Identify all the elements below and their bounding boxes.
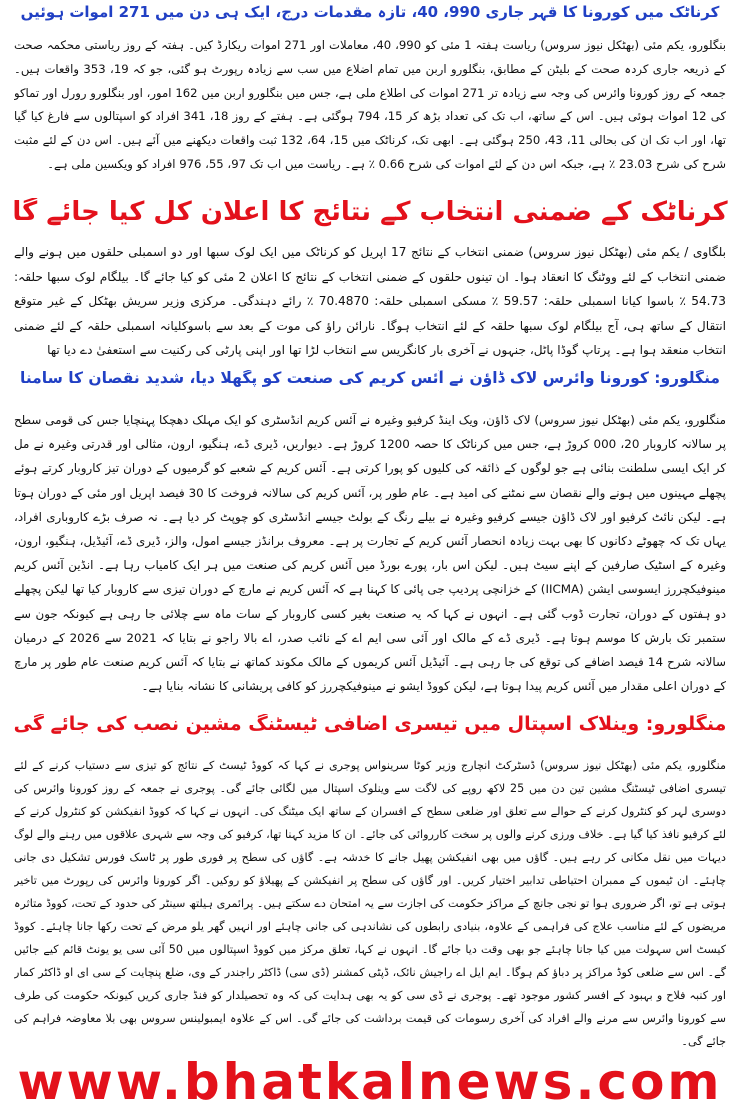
article-1-body: بنگلورو، یکم مئی (بھٹکل نیوز سروس) ریاست ہفتہ 1 مئی کو 990، 40، معاملات اور 271 اموات ریکارڈ کیں۔ ہفتہ کے روز ریاستی محکمہ صحت کے ذریعہ جاری کردہ صحت کے بلیٹن کے مطابق، بنگلورو اربن میں تمام اضلاع میں سب سے زیادہ رپورٹ ہو گئی، جو کہ 19، 353 واقعات ہیں۔ جمعہ کے روز کورونا وائرس کی وجہ سے زیادہ تر 271 اموات کی اطلاع ملی ہے، جس میں بنگلورو اربن میں 162 امور، اور بنگلورو رورل اور تماکو کی 12 اموات ہوئی ہیں۔ اس کے ساتھ، اب تک کی تعداد بڑھ کر 15، 794 ہوگئی ہے۔ ہفتے کے روز 18، 341 افراد کو اسپتالوں سے فارغ کیا گیا تھا، اور اب تک ان کی بحالی 11، 43، 250 ہوگئی ہے۔ ابھی تک، کرناٹک میں 15، 64، 132 ثبت واقعات دیکھنے میں آئے ہیں۔ اس دن کے لئے مثبت شرح کی شرح 23.03 ٪ ہے، جبکہ اس دن کے لئے اموات کی شرح 0.66 ٪ ہے۔ ریاست میں اب تک 97، 55، 976 افراد کو ویکسین ملی ہے۔ [14,38,726,171]
article-4-headline: منگلورو: وینلاک اسپتال میں تیسری اضافی ٹیسٹنگ مشین نصب کی جائے گی [13,714,727,735]
website-footer: www.bhatkalnews.com [17,1053,723,1111]
article-1-headline: کرناٹک میں کورونا کا قہر جاری 990، 40، تازہ مقدمات درج، ایک ہی دن میں 271 اموات ہوئیں [20,4,720,21]
article-2-headline: کرناٹک کے ضمنی انتخاب کے نتائج کا اعلان کل کیا جائے گا [12,198,728,227]
article-4-body: منگلورو، یکم مئی (بھٹکل نیوز سروس) ڈسٹرکٹ انچارج وزیر کوٹا سرینواس پوجری نے کہا کہ کووڈ ٹیسٹ کے نتائج کو تیزی سے دستیاب کرنے کے لئے تیسری اضافی ٹیسٹنگ مشین تین دن میں 25 لاکھ روپے کی لاگت سے وینلوک اسپتال میں لگائی جائے گی۔ پوجری نے جمعہ کے روز کورونا وائرس کی دوسری لہر کو کنٹرول کرنے کے حوالے سے تعلق اور ضلعی سطح کے افسران کے ساتھ ایک میٹنگ کی۔ انہوں نے کہا کہ کووڈ انفیکشن کو کنٹرول کرنے کے لئے کرفیو نافذ کیا گیا ہے۔ خلاف ورزی کرنے والوں پر سخت کارروائی کی جائے۔ ان کا مزید کہنا تھا، کرفیو کی وجہ سے شہری علاقوں میں رہنے والے لوگ دیہات میں نقل مکانی کر رہے ہیں۔ گاؤں میں بھی انفیکشن پھیل جانے کا خدشہ ہے۔ گاؤں کی سطح پر فوری طور پر ٹاسک فورس تشکیل دی جانی چاہئے۔ ان ٹیموں کے ممبران احتیاطی تدابیر اختیار کریں۔ اور گاؤں کی سطح پر انفیکشن کے پھیلاؤ کو روکیں۔ اگر کورونا وائرس کی رپورٹ میں تاخیر ہوتی ہے تو، اگر ضروری ہوا تو نجی جانچ کے مراکز حکومت کی اجازت سے یہ امتحان دے سکتے ہیں۔ پرائمری ہیلتھ سینٹر کی حدود کے تحت، کووڈ متاثرہ مریضوں کے لئے مناسب علاج کی فراہمی کے علاوہ، بنیادی رابطوں کی نشاندہی کی جانی چاہئے اور انہیں گھر یلو مرض کے تحت رکھا جانا چاہئے۔ کووڈ کیسٹ اس سہولت میں کیا جانا چاہئے جو بھی وقت دیا جائے گا۔ انہوں نے کہا، تعلق مرکز میں کووڈ اسپتالوں میں 50 آئی سی یو یونٹ قائم کیے جائیں گے۔ اس سے ضلعی کوڈ مراکز پر دباؤ کم ہوگا۔ ایم ایل اے راجیش نائک، ڈپٹی کمشنر (ڈی سی) ڈاکٹر راجندر کے وی، ضلع پنچایت کے سی ای او ڈاکٹر کمار اور کنبہ فلاح و بہبود کے افسر کشور موجود تھے۔ پوجری نے ڈی سی کو یہ بھی ہدایت کی کہ وہ تحصیلدار کو فنڈ جاری کریں کیونکہ حکومت کی طرف سے کورونا وائرس سے مرنے والے افراد کی آخری رسومات کی قیمت برداشت کی جائے گی۔ اس کے علاوہ ایمبولینس سروس بھی بلا معاوضہ فراہم کی جائے گی۔ [14,759,726,1048]
article-2-body: بلگاوی / یکم مئی (بھٹکل نیوز سروس) ضمنی انتخاب کے نتائج 17 اپریل کو کرناٹک میں ایک لوک سبھا اور دو اسمبلی حلقوں میں ہونے والے ضمنی انتخاب کے لئے ووٹنگ کا انعقاد ہوا۔ ان تینوں حلقوں کے ضمنی انتخاب کے نتائج کا اعلان 2 مئی کو کیا جائے گا۔ بیلگام لوک سبھا حلقہ: 54.73 ٪ باسوا کیانا اسمبلی حلقہ: 59.57 ٪ مسکی اسمبلی حلقہ: 70.4870 ٪ رائے دہندگی۔ مرکزی وزیر سریش بھٹکل کے غیر متوقع انتقال کے ساتھ ہی، آج بیلگام لوک سبھا حلقہ کے لئے انتخاب ہوگا۔ نارائن راؤ کی موت کے بعد سے باسوکلیانہ اسمبلی حلقہ کے لئے ضمنی انتخاب منعقد ہوا ہے۔ پرتاپ گوڈا پاٹل، جنہوں نے آخری بار کانگریس سے انتخاب لڑا تھا اور اپنی پارٹی کی رکنیت سے استعفیٰ دے دیا تھا [14,245,726,358]
article-3-headline: منگلورو: کورونا وائرس لاک ڈاؤن نے آئس کریم کی صنعت کو پگھلا دیا، شدید نقصان کا سامنا [20,370,720,387]
article-3-body: منگلورو، یکم مئی (بھٹکل نیوز سروس) لاک ڈاؤن، ویک اینڈ کرفیو وغیرہ نے آئس کریم انڈسٹری کو ایک مہلک دھچکا پہنچایا جس کی قومی سطح پر سالانہ کاروبار 20، 000 کروڑ ہے، جس میں کرناٹک کا حصہ 1200 کروڑ ہے۔ دیواریں، ڈیری ڈے، ہنگیو، ارون، مثالی اور قدرتی وغیرہ نے مل کر ایک ایسی سلطنت بنائی ہے جو لوگوں کے ذائقہ کی کلیوں کو پورا کرتی ہے۔ آئس کریم کے شعبے کو گرمیوں کے دوران تیز کاروبار کرتے ہوئے پچھلے مہینوں میں ہونے والے نقصان سے نمٹنے کی امید ہے۔ عام طور پر، آئس کریم کی سالانہ فروخت کا 30 فیصد اپریل اور مئی کے دوران ہوتا ہے۔ لیکن نائٹ کرفیو اور لاک ڈاؤن جیسے کرفیو وغیرہ نے بیلے رنگ کے بولٹ جیسے انڈسٹری کو چوپٹ کر دیا ہے۔ نہ صرف بڑے کاروباری افراد، یہاں تک کہ چھوٹے دکانوں کا بھی بہت زیادہ انحصار آئس کریم کے تجارت پر ہے۔ معروف برانڈز جیسے امول، والز، ڈیری ڈے، آئیڈیل، ہنگیو، ارون، وغیرہ کے اسٹیک صارفین کے اپنے سیٹ ہیں۔ لیکن اس بار، پورے بورڈ میں آئس کریم کی صنعت میں ہر ایک کامیاب رہا ہے۔ انڈین آئس کریم مینوفیکچررز ایسوسی ایشن (IICMA) کے خزانچی پردیپ جی پائی کا کہنا ہے کہ آئس کریم نے مارچ کے دوران تیزی سے کاروبار کیا تھا لیکن پچھلے دو ہفتوں کے دوران، تجارت ڈوب گئی ہے۔ انہوں نے کہا کہ یہ صنعت بغیر کسی کاروبار کے سات ماہ سے چلائی جا رہی ہے کیونکہ جون سے ستمبر تک بارش کا موسم ہوتا ہے۔ ڈیری ڈے کے مالک اور آئی سی ایم اے کے نائب صدر، اے بالا راجو نے بتایا کہ 2021 سے 2026 کے درمیان سالانہ شرح 14 فیصد اضافے کی توقع کی جا رہی ہے۔ آئیڈیل آئس کریموں کے مالک مکوند کماتھ نے بتایا کہ آئس کریم صنعت عام طور پر مارچ کے دوران اعلی مقدار میں آئس کریم پیدا ہوتا ہے، لیکن کووڈ ایشو نے مینوفیکچررز کو کافی پریشانی کا نشانہ بنایا ہے۔ [14,413,726,694]
